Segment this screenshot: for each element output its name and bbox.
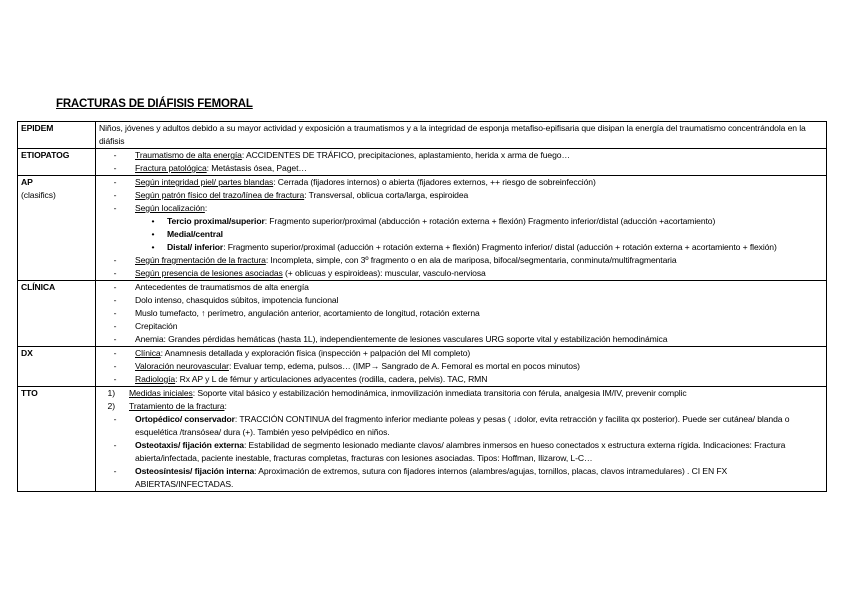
- dash-marker: -: [113, 374, 117, 384]
- list-item: [99, 149, 822, 162]
- item-heading: Según patrón físico del trazo/línea de fractura: [135, 190, 305, 200]
- number-marker: 1): [107, 388, 115, 398]
- item-heading: Según fragmentación de la fractura: [135, 255, 266, 265]
- table-row-epidem: [18, 122, 827, 149]
- etiopatog-list: [96, 149, 827, 176]
- item-text: : Rx AP y L de fémur y articulaciones adyacentes (rodilla, cadera, pelvis). TAC, RMN: [175, 374, 488, 384]
- table-row-ap: [18, 176, 827, 281]
- item-text: : Estabilidad de segmento lesionado mediante clavos/ alambres inmersos en hueso conectados x estructura externa rígida. Indicaciones: Fractura abierta/infectada, paciente inestable, fracturas completas, fracturas con lesiones asociadas. Tipos: Hoffman, Ilizarow, L-C…: [135, 440, 786, 463]
- item-text: : Incompleta, simple, con 3º fragmento o en ala de mariposa, bifocal/segmentaria, conminuta/multifragmentaria: [265, 255, 677, 265]
- dash-marker: -: [113, 203, 117, 213]
- table-row-dx: [18, 347, 827, 387]
- item-heading: Según localización: [135, 203, 205, 213]
- item-text: Antecedentes de traumatismos de alta energía: [135, 282, 309, 292]
- dash-marker: -: [113, 321, 117, 331]
- item-text: : TRACCIÓN CONTINUA del fragmento inferior mediante poleas y pesas ( ↓dolor, evita retracción y facilita qx posterior). Puede ser cutánea/ blanda o esquelética /transósea/ dura (+). También yeso pelvipédico en niños.: [135, 414, 790, 437]
- item-text: Muslo tumefacto, ↑ perímetro, angulación anterior, acortamiento de longitud, rotación externa: [135, 308, 480, 318]
- item-heading: Ortopédico/ conservador: [135, 414, 235, 424]
- list-item: [99, 439, 822, 465]
- item-text: : Cerrada (fijadores internos) o abierta (fijadores externos, ++ riesgo de sobreinfección): [273, 177, 596, 187]
- item-text: (+ oblicuas y espiroideas): muscular, vasculo-nerviosa: [282, 268, 486, 278]
- dash-marker: -: [113, 308, 117, 318]
- item-text: :: [204, 203, 208, 213]
- item-text: : Transversal, oblicua corta/larga, espiroidea: [304, 190, 469, 200]
- item-heading: Tratamiento de la fractura: [129, 401, 225, 411]
- item-heading: Tercio proximal/superior: [167, 216, 265, 226]
- number-marker: 2): [107, 401, 115, 411]
- dash-marker: -: [113, 282, 117, 292]
- item-text: : Fragmento superior/proximal (aducción + rotación externa + flexión) Fragmento inferior/ distal (aducción + rotación externa + acortamiento + flexión): [223, 242, 777, 252]
- dash-marker: -: [113, 295, 117, 305]
- list-item: [99, 267, 822, 280]
- list-item: [99, 373, 822, 386]
- item-heading: Osteotaxis/ fijación externa: [135, 440, 244, 450]
- list-item: [99, 189, 822, 202]
- list-item: [99, 413, 822, 439]
- item-heading: Según integridad piel/ partes blandas: [135, 177, 274, 187]
- dash-marker: -: [113, 255, 117, 265]
- item-text: :: [224, 401, 227, 411]
- dash-marker: -: [113, 414, 117, 424]
- clinica-list: [96, 281, 827, 347]
- dash-marker: -: [113, 466, 117, 476]
- item-heading: Valoración neurovascular: [135, 361, 229, 371]
- list-item: [99, 347, 822, 360]
- item-heading: Medial/central: [167, 229, 223, 239]
- item-heading: Distal/ inferior: [167, 242, 224, 252]
- row-label-tto: TTO: [18, 387, 96, 492]
- list-item: [99, 254, 822, 267]
- item-heading: Según presencia de lesiones asociadas: [135, 268, 283, 278]
- item-text: : Aproximación de extremos, sutura con fijadores internos (alambres/agujas, tornillos, placas, clavos intramedulares) . CI EN FX ABIERTAS/INFECTADAS.: [135, 466, 728, 489]
- list-item: [99, 360, 822, 373]
- list-item: [99, 215, 822, 228]
- item-heading: Medidas iniciales: [129, 388, 193, 398]
- item-text: : Evaluar temp, edema, pulsos… (IMP→ Sangrado de A. Femoral es mortal en pocos minutos): [228, 361, 580, 371]
- ap-sublabel: (clasifics): [21, 190, 56, 200]
- row-label-clinica: CLÍNICA: [18, 281, 96, 347]
- item-text: : ACCIDENTES DE TRÁFICO, precipitaciones, aplastamiento, herida x arma de fuego…: [241, 150, 570, 160]
- item-heading: Osteosíntesis/ fijación interna: [135, 466, 255, 476]
- item-heading: Clínica: [135, 348, 161, 358]
- list-item: [99, 465, 822, 491]
- dash-marker: -: [113, 190, 117, 200]
- list-item: [99, 241, 822, 254]
- list-item: [99, 400, 822, 413]
- list-item: [99, 281, 822, 294]
- item-text: Anemia: Grandes pérdidas hemáticas (hasta 1L), independientemente de lesiones vasculares URG soporte vital y estabilización hemodinámica: [135, 334, 668, 344]
- list-item: [99, 320, 822, 333]
- row-label-ap: [18, 176, 96, 281]
- item-text: Dolo intenso, chasquidos súbitos, impotencia funcional: [135, 295, 339, 305]
- epidem-text: Niños, jóvenes y adultos debido a su mayor actividad y exposición a traumatismos y a la integridad de esponja metafiso-epifisaria que disipan la energía del traumatismo concentrándola en la diáfisis: [96, 122, 827, 149]
- row-label-dx: DX: [18, 347, 96, 387]
- dash-marker: -: [113, 268, 117, 278]
- item-text: : Soporte vital básico y estabilización hemodinámica, inmovilización inmediata transitoria con férula, analgesia IM/IV, prevenir complic: [192, 388, 687, 398]
- item-heading: Radiología: [135, 374, 176, 384]
- row-label-etiopatog: ETIOPATOG: [18, 149, 96, 176]
- dash-marker: -: [113, 163, 117, 173]
- table-row-clinica: [18, 281, 827, 347]
- bullet-marker: •: [151, 242, 155, 252]
- dash-marker: -: [113, 177, 117, 187]
- dash-marker: -: [113, 150, 117, 160]
- list-item: [99, 294, 822, 307]
- bullet-marker: •: [151, 216, 155, 226]
- item-heading: Fractura patológica: [135, 163, 207, 173]
- list-item: [99, 202, 822, 215]
- item-text: : Anamnesis detallada y exploración física (inspección + palpación del MI completo): [160, 348, 471, 358]
- table-row-tto: [18, 387, 827, 492]
- dash-marker: -: [113, 334, 117, 344]
- list-item: [99, 333, 822, 346]
- item-heading: Traumatismo de alta energía: [135, 150, 242, 160]
- tto-list: [96, 387, 827, 492]
- ap-label: AP: [21, 177, 33, 187]
- dash-marker: -: [113, 440, 117, 450]
- list-item: [99, 387, 822, 400]
- list-item: [99, 162, 822, 175]
- bullet-marker: •: [151, 229, 155, 239]
- dash-marker: -: [113, 361, 117, 371]
- dx-list: [96, 347, 827, 387]
- table-row-etiopatog: [18, 149, 827, 176]
- fracture-table: [17, 121, 827, 492]
- row-label-epidem: EPIDEM: [18, 122, 96, 149]
- item-text: : Fragmento superior/proximal (abducción + rotación externa + flexión) Fragmento inferior/distal (aducción +acortamiento): [264, 216, 716, 226]
- list-item: [99, 307, 822, 320]
- item-text: Crepitación: [135, 321, 178, 331]
- ap-list: [96, 176, 827, 281]
- list-item: [99, 176, 822, 189]
- dash-marker: -: [113, 348, 117, 358]
- document-title: FRACTURAS DE DIÁFISIS FEMORAL: [56, 98, 253, 110]
- list-item: [99, 228, 822, 241]
- item-text: : Metástasis ósea, Paget…: [206, 163, 307, 173]
